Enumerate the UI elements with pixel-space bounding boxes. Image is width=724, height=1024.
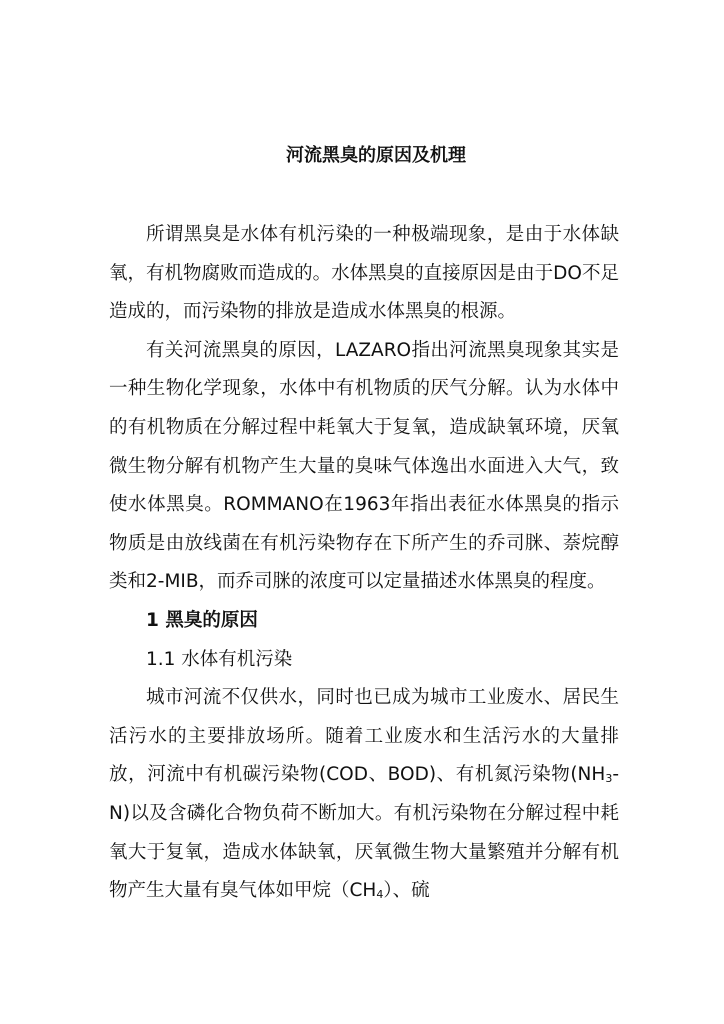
organic-pollution-text-part-2: -N)以及含磷化合物负荷不断加大。有机污染物在分解过程中耗氧大于复氧，造成水体缺氧，厌氧微生物大量繁殖并分解有机物产生大量有臭气体如甲烷（CH: [109, 764, 619, 902]
document-body: [109, 216, 619, 911]
section-heading-causes: 1 黑臭的原因: [146, 609, 258, 631]
organic-pollution-text-part-1: 城市河流不仅供水，同时也已成为城市工业废水、居民生活污水的主要排放场所。随着工业废水和生活污水的大量排放，河流中有机碳污染物(COD、BOD)、有机氮污染物(NH: [109, 687, 619, 786]
organic-pollution-text-part-3: ）、硫: [383, 880, 430, 902]
mechanism-paragraph: 有关河流黑臭的原因，LAZARO指出河流黑臭现象其实是一种生物化学现象，水体中有机物质的厌气分解。认为水体中的有机物质在分解过程中耗氧大于复氧，造成缺氧环境，厌氧微生物分解有机物产生大量的臭味气体逸出水面进入大气，致使水体黑臭。ROMMANO在1963年指出表征水体黑臭的指示物质是由放线菌在有机污染物存在下所产生的乔司脒、萘烷醇类和2-MIB，而乔司脒的浓度可以定量描述水体黑臭的程度。: [109, 339, 619, 593]
intro-paragraph: 所谓黑臭是水体有机污染的一种极端现象，是由于水体缺氧，有机物腐败而造成的。水体黑臭的直接原因是由于DO不足造成的，而污染物的排放是造成水体黑臭的根源。: [109, 224, 619, 323]
nh3-subscript: 3: [605, 772, 613, 786]
organic-pollution-paragraph: [109, 679, 619, 911]
ch4-subscript: 4: [376, 888, 384, 902]
subsection-heading-organic-pollution: 1.1 水体有机污染: [146, 648, 293, 670]
document-title: 河流黑臭的原因及机理: [286, 145, 466, 166]
